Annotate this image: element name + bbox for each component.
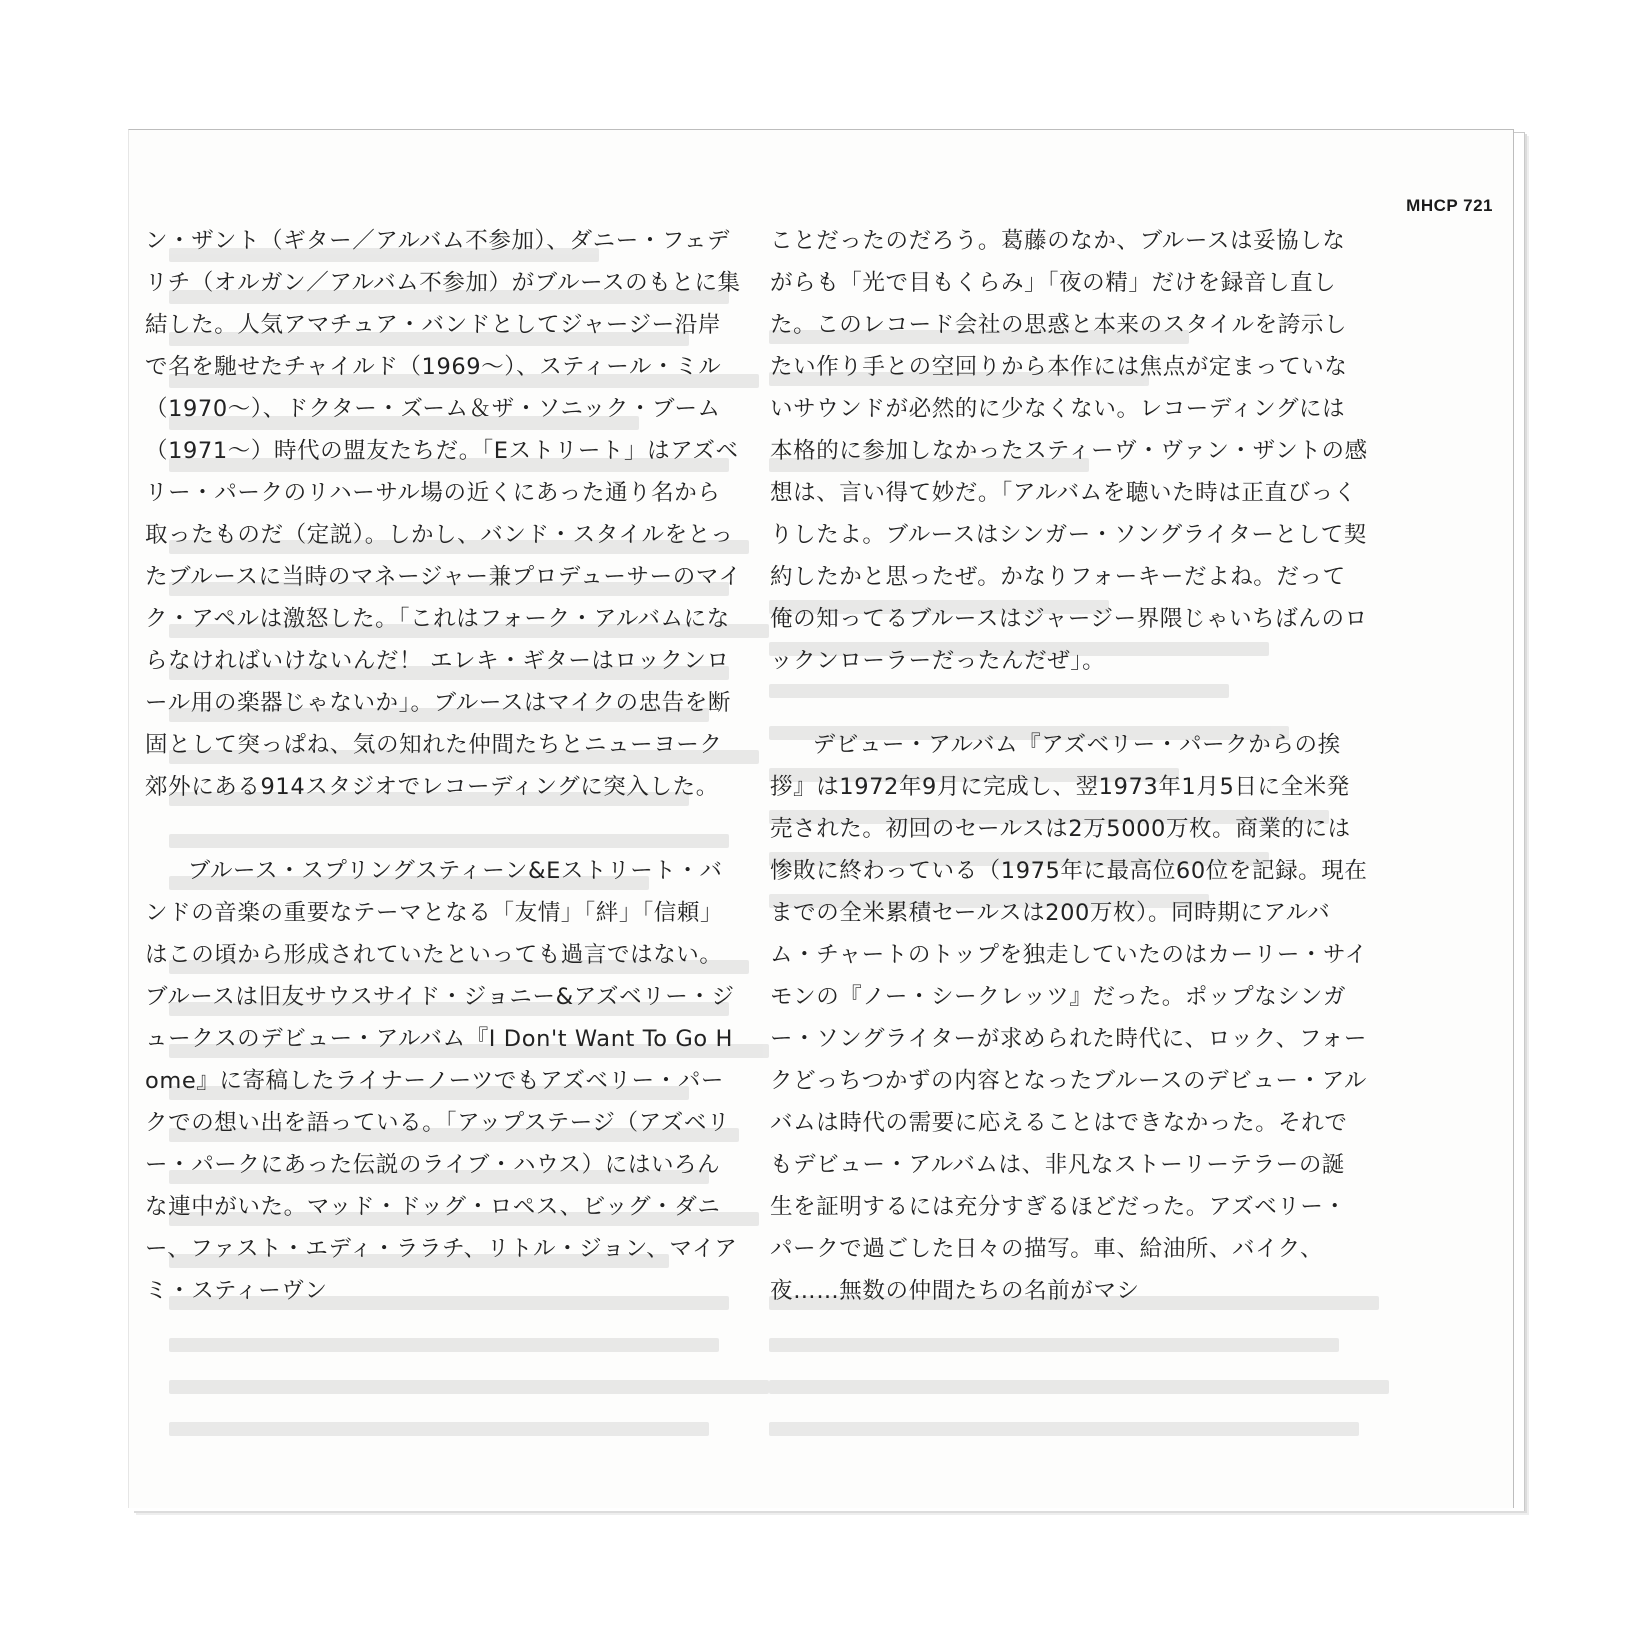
show-through-line xyxy=(769,1338,1339,1352)
liner-notes-page xyxy=(128,129,1514,1508)
left-paragraph-2: ブルース・スプリングスティーン&Eストリート・バンドの音楽の重要なテーマとなる「友情」「絆」「信頼」はこの頃から形成されていたといっても過言ではない。ブルースは旧友サウスサイド・ジョニー&アズベリー・ジュークスのデビュー・アルバム『I Don't Want To Go Home』に寄稿したライナーノーツでもアズベリー・パークでの想い出を語っている。「アップステージ（アズベリー・パークにあった伝説のライブ・ハウス）にはいろんな連中がいた。マッド・ドッグ・ロペス、ビッグ・ダニー、ファスト・エディ・ララチ、リトル・ジョン、マイアミ・スティーヴン xyxy=(145,858,738,1304)
left-column xyxy=(145,220,743,1312)
show-through-line xyxy=(169,1422,709,1436)
show-through-line xyxy=(169,1338,719,1352)
right-paragraph-2: デビュー・アルバム『アズベリー・パークからの挨拶』は1972年9月に完成し、翌1973年1月5日に全米発売された。初回のセールスは2万5000万枚。商業的には惨敗に終わっている（1975年に最高位60位を記録。現在までの全米累積セールスは200万枚）。同時期にアルバム・チャートのトップを独走していたのはカーリー・サイモンの『ノー・シークレッツ』だった。ポップなシンガー・ソングライターが求められた時代に、ロック、フォークどっちつかずの内容となったブルースのデビュー・アルバムは時代の需要に応えることはできなかった。それでもデビュー・アルバムは、非凡なストーリーテラーの誕生を証明するには充分すぎるほどだった。アズベリー・パークで過ごした日々の描写。車、給油所、バイク、夜……無数の仲間たちの名前がマシ xyxy=(770,732,1368,1304)
show-through-line xyxy=(769,1422,1359,1436)
catalog-number: MHCP 721 xyxy=(1406,196,1493,215)
right-column xyxy=(770,220,1368,1312)
show-through-line xyxy=(769,1380,1389,1394)
right-paragraph-1: ことだったのだろう。葛藤のなか、ブルースは妥協しながらも「光で目もくらみ」「夜の精」だけを録音し直した。このレコード会社の思惑と本来のスタイルを誇示したい作り手との空回りから本作には焦点が定まっていないサウンドが必然的に少なくない。レコーディングには本格的に参加しなかったスティーヴ・ヴァン・ザントの感想は、言い得て妙だ。「アルバムを聴いた時は正直びっくりしたよ。ブルースはシンガー・ソングライターとして契約したかと思ったぜ。かなりフォーキーだよね。だって俺の知ってるブルースはジャージー界隈じゃいちばんのロックンローラーだったんだぜ」。 xyxy=(770,228,1368,674)
left-paragraph-1: ン・ザント（ギター／アルバム不参加）、ダニー・フェデリチ（オルガン／アルバム不参加）がブルースのもとに集結した。人気アマチュア・バンドとしてジャージー沿岸で名を馳せたチャイルド（1969〜）、スティール・ミル（1970〜）、ドクター・ズーム＆ザ・ソニック・ブーム（1971〜）時代の盟友たちだ。「Eストリート」はアズベリー・パークのリハーサル場の近くにあった通り名から取ったものだ（定説）。しかし、バンド・スタイルをとったブルースに当時のマネージャー兼プロデューサーのマイク・アペルは激怒した。「これはフォーク・アルバムにならなければいけないんだ！ エレキ・ギターはロックンロール用の楽器じゃないか」。ブルースはマイクの忠告を断固として突っぱね、気の知れた仲間たちとニューヨーク郊外にある914スタジオでレコーディングに突入した。 xyxy=(145,228,742,800)
show-through-line xyxy=(169,1380,769,1394)
